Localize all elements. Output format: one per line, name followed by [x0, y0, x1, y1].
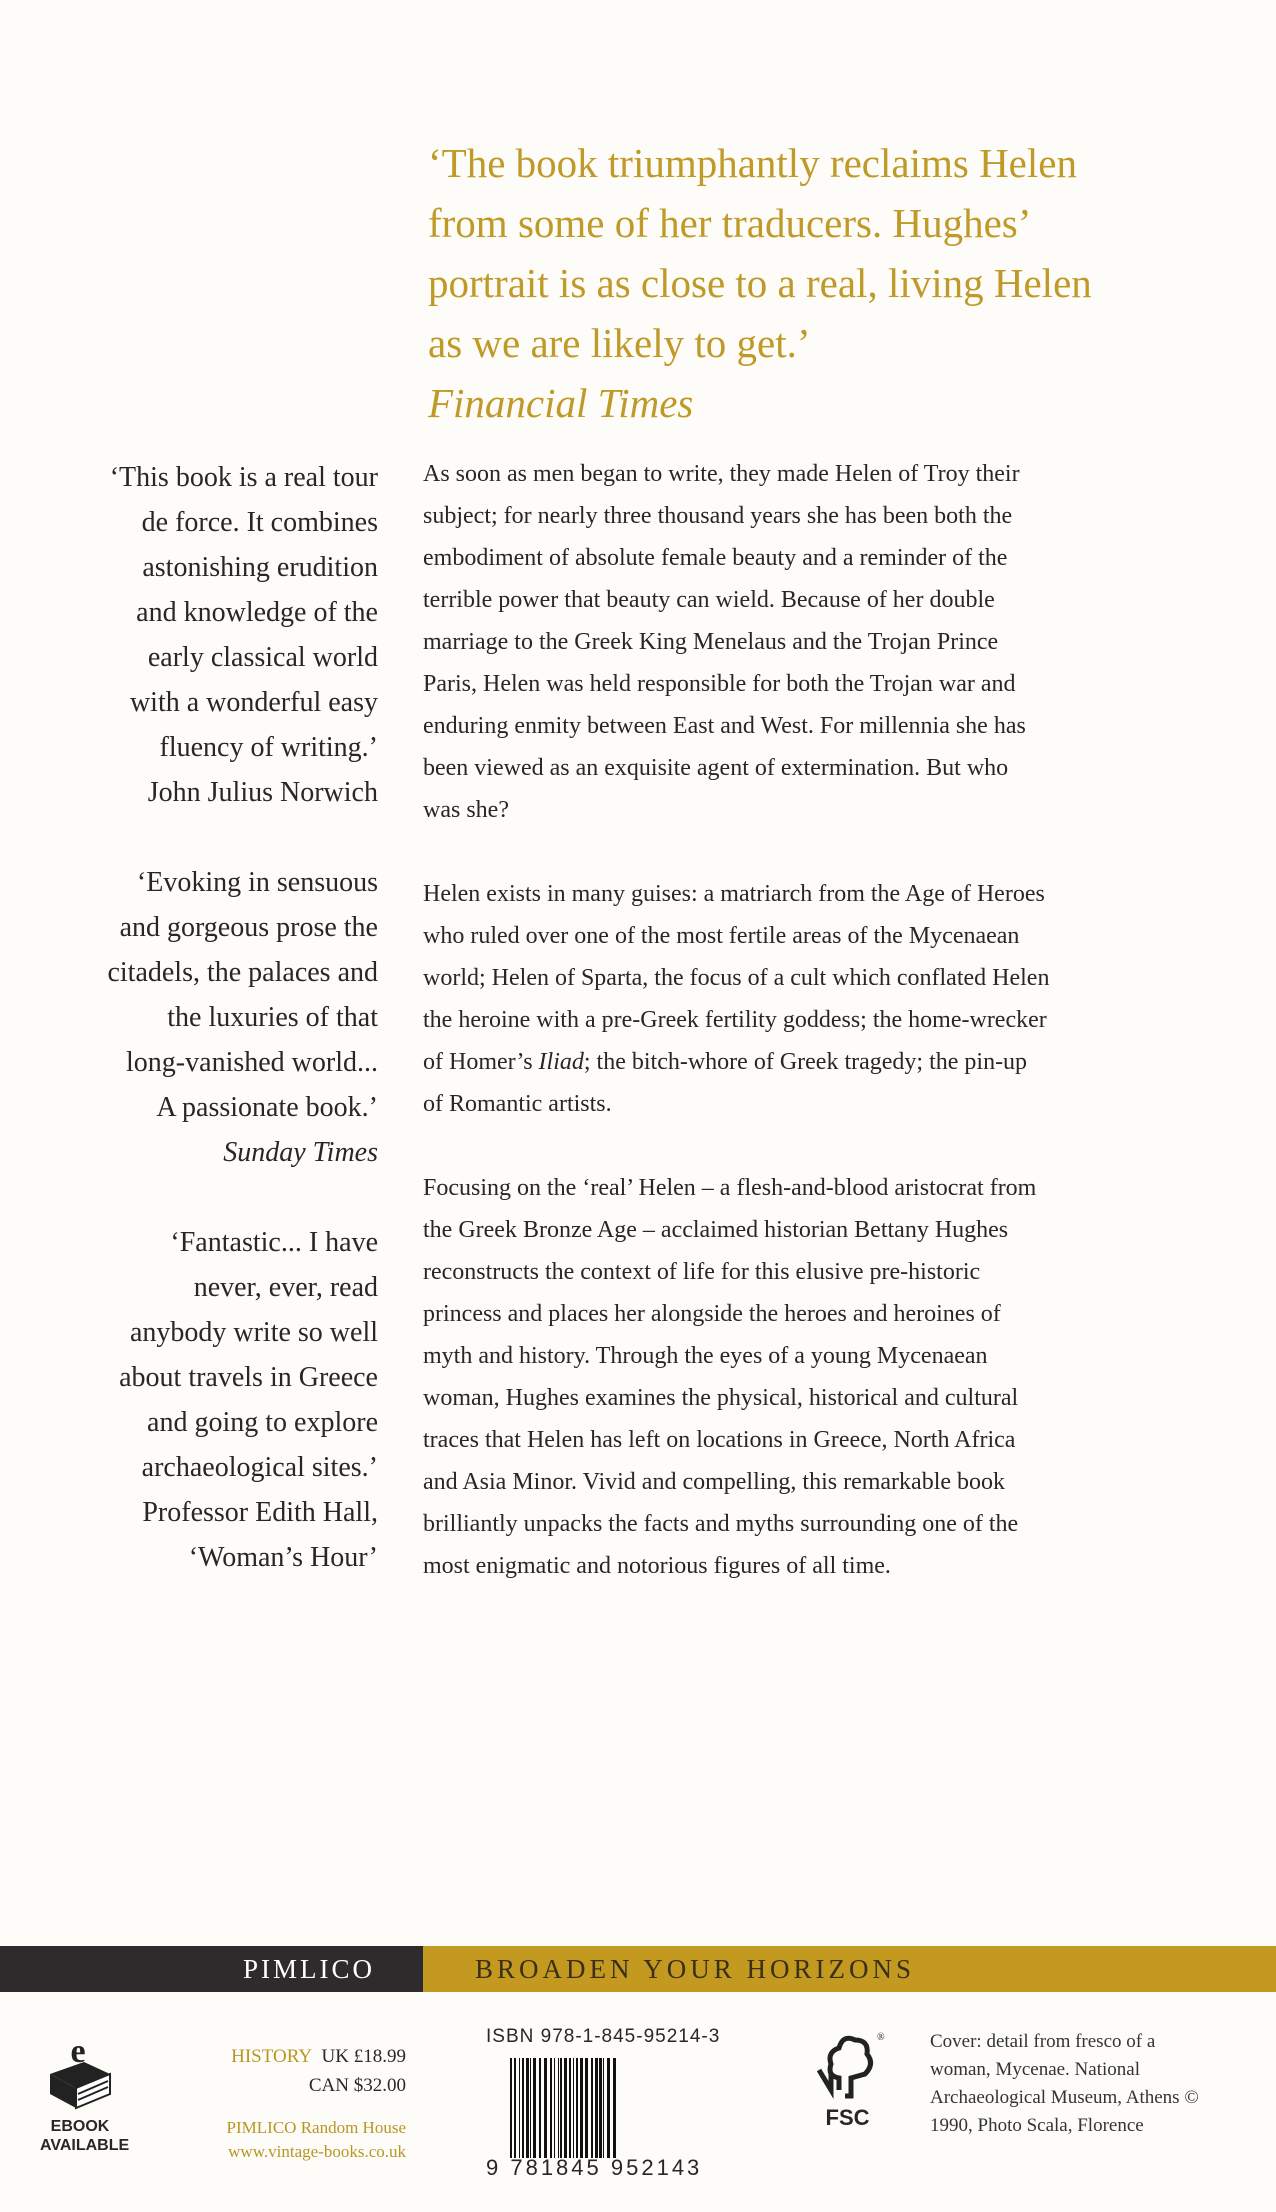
quote-line: never, ever, read — [193, 1272, 378, 1303]
publisher-imprint: PIMLICO Random House — [226, 2118, 406, 2137]
quote-line: the luxuries of that — [167, 1002, 378, 1033]
ebook-label: AVAILABLE — [40, 2137, 130, 2154]
quote-line: and knowledge of the — [136, 597, 378, 628]
quote-line: ‘Fantastic... I have — [170, 1227, 378, 1258]
quote-line: de force. It combines — [141, 507, 378, 538]
blurb-line: marriage to the Greek King Menelaus and the Trojan Prince — [423, 629, 999, 655]
barcode-bar — [558, 2058, 559, 2158]
blurb-line: most enigmatic and notorious figures of all time. — [423, 1553, 891, 1579]
blurb-line: and Asia Minor. Vivid and compelling, this remarkable book — [423, 1469, 1006, 1495]
quote-line: about travels in Greece — [119, 1362, 378, 1393]
publisher-name: PIMLICO — [0, 1946, 423, 1992]
credit-line: woman, Mycenae. National — [930, 2059, 1140, 2080]
barcode-number: 9 781845 952143 — [486, 2155, 703, 2180]
quote-line: from some of her traducers. Hughes’ — [428, 200, 1032, 246]
blurb-line: the Greek Bronze Age – acclaimed historian Bettany Hughes — [423, 1217, 1009, 1243]
publisher-url: www.vintage-books.co.uk — [228, 2142, 406, 2161]
blurb-line: of Romantic artists. — [423, 1091, 612, 1117]
quote-line: as we are likely to get.’ — [428, 320, 811, 366]
blurb-line: of Homer’s Iliad; the bitch-whore of Greek tragedy; the pin-up — [423, 1049, 1028, 1075]
blurb-line: subject; for nearly three thousand years she has been both the — [423, 503, 1013, 529]
quote-line: citadels, the palaces and — [107, 957, 378, 988]
barcode-bar — [591, 2058, 593, 2158]
barcode-bar — [533, 2058, 536, 2158]
isbn-label: ISBN 978-1-845-95214-3 — [486, 2026, 721, 2047]
price-uk: UK £18.99 — [321, 2046, 406, 2067]
barcode-bar — [544, 2058, 547, 2158]
quote-source: ‘Woman’s Hour’ — [188, 1542, 378, 1573]
side-quotes — [0, 455, 378, 1625]
quote-source: Financial Times — [428, 380, 694, 426]
category: HISTORY — [231, 2046, 313, 2067]
blurb-line: brilliantly unpacks the facts and myths surrounding one of the — [423, 1511, 1019, 1537]
side-quote — [0, 455, 378, 815]
barcode-bar — [573, 2058, 574, 2158]
blurb-line: been viewed as an exquisite agent of extermination. But who — [423, 755, 1009, 781]
blurb-line: woman, Hughes examines the physical, historical and cultural — [423, 1385, 1019, 1411]
ebook-label: EBOOK — [50, 2118, 110, 2135]
barcode-bar — [539, 2058, 541, 2158]
cover-credit — [930, 2028, 1199, 2140]
barcode-bar — [530, 2058, 531, 2158]
quote-source: John Julius Norwich — [147, 777, 378, 808]
blurb — [423, 453, 1203, 1629]
fsc-label: FSC — [825, 2105, 870, 2130]
blurb-line: As soon as men began to write, they made Helen of Troy their — [423, 461, 1020, 487]
price-block — [164, 2042, 406, 2100]
publisher-band — [0, 1946, 1276, 1992]
credit-line: Cover: detail from fresco of a — [930, 2031, 1156, 2052]
barcode-bar — [585, 2058, 588, 2158]
barcode-bar — [613, 2058, 616, 2158]
barcode-bar — [522, 2058, 524, 2158]
fsc-tree-icon — [813, 2030, 883, 2100]
quote-line: fluency of writing.’ — [159, 732, 378, 763]
side-quote — [0, 860, 378, 1175]
blurb-line: enduring enmity between East and West. For millennia she has — [423, 713, 1026, 739]
credit-line: 1990, Photo Scala, Florence — [930, 2115, 1144, 2136]
barcode — [510, 2058, 615, 2162]
quote-line: A passionate book.’ — [156, 1092, 378, 1123]
barcode-bar — [564, 2058, 567, 2158]
fsc-logo — [805, 2030, 890, 2131]
publisher-info — [164, 2116, 406, 2164]
blurb-paragraph — [423, 1167, 1203, 1587]
quote-line: early classical world — [147, 642, 378, 673]
blurb-line: myth and history. Through the eyes of a young Mycenaean — [423, 1343, 988, 1369]
ebook-badge — [40, 2032, 130, 2155]
quote-source: Sunday Times — [223, 1137, 378, 1168]
barcode-bar — [607, 2058, 610, 2158]
svg-text:®: ® — [876, 2032, 885, 2043]
barcode-bar — [569, 2058, 571, 2158]
barcode-bar — [514, 2058, 516, 2158]
blurb-paragraph — [423, 873, 1203, 1125]
ebook-icon — [40, 2032, 120, 2112]
blurb-line: was she? — [423, 797, 509, 823]
blurb-line: Helen exists in many guises: a matriarch from the Age of Heroes — [423, 881, 1045, 907]
blurb-line: princess and places her alongside the heroes and heroines of — [423, 1301, 1001, 1327]
side-quote — [0, 1220, 378, 1580]
blurb-line: terrible power that beauty can wield. Because of her double — [423, 587, 995, 613]
back-cover-footer — [0, 1992, 1276, 2212]
blurb-line: the heroine with a pre-Greek fertility goddess; the home-wrecker — [423, 1007, 1047, 1033]
quote-line: astonishing erudition — [142, 552, 378, 583]
quote-line: anybody write so well — [129, 1317, 378, 1348]
quote-line: archaeological sites.’ — [141, 1452, 378, 1483]
barcode-bar — [560, 2058, 562, 2158]
barcode-bar — [576, 2058, 578, 2158]
credit-line: Archaeological Museum, Athens © — [930, 2087, 1199, 2108]
quote-line: ‘This book is a real tour — [109, 462, 378, 493]
quote-line: with a wonderful easy — [129, 687, 378, 718]
quote-line: ‘Evoking in sensuous — [136, 867, 378, 898]
blurb-line: Paris, Helen was held responsible for both the Trojan war and — [423, 671, 1016, 697]
barcode-bar — [580, 2058, 583, 2158]
barcode-bar — [510, 2058, 512, 2158]
quote-line: portrait is as close to a real, living Helen — [428, 260, 1092, 306]
headline-quote — [428, 133, 1092, 433]
quote-line: long-vanished world... — [126, 1047, 378, 1078]
quote-line: ‘The book triumphantly reclaims Helen — [428, 140, 1077, 186]
tagline: BROADEN YOUR HORIZONS — [423, 1946, 1276, 1992]
barcode-bar — [599, 2058, 602, 2158]
blurb-line: who ruled over one of the most fertile areas of the Mycenaean — [423, 923, 1020, 949]
quote-line: and gorgeous prose the — [119, 912, 378, 943]
svg-text:e: e — [70, 2033, 86, 2070]
barcode-bar — [526, 2058, 529, 2158]
blurb-paragraph — [423, 453, 1203, 831]
quote-line: Professor Edith Hall, — [142, 1497, 378, 1528]
price-can: CAN $32.00 — [308, 2075, 406, 2096]
barcode-bar — [554, 2058, 555, 2158]
blurb-line: reconstructs the context of life for this elusive pre-historic — [423, 1259, 981, 1285]
barcode-bar — [595, 2058, 598, 2158]
blurb-line: embodiment of absolute female beauty and a reminder of the — [423, 545, 1008, 571]
blurb-line: traces that Helen has left on locations in Greece, North Africa — [423, 1427, 1016, 1453]
barcode-bar — [519, 2058, 520, 2158]
quote-line: and going to explore — [147, 1407, 378, 1438]
barcode-bar — [550, 2058, 552, 2158]
blurb-line: Focusing on the ‘real’ Helen – a flesh-and-blood aristocrat from — [423, 1175, 1037, 1201]
blurb-line: world; Helen of Sparta, the focus of a cult which conflated Helen — [423, 965, 1050, 991]
barcode-bar — [603, 2058, 604, 2158]
